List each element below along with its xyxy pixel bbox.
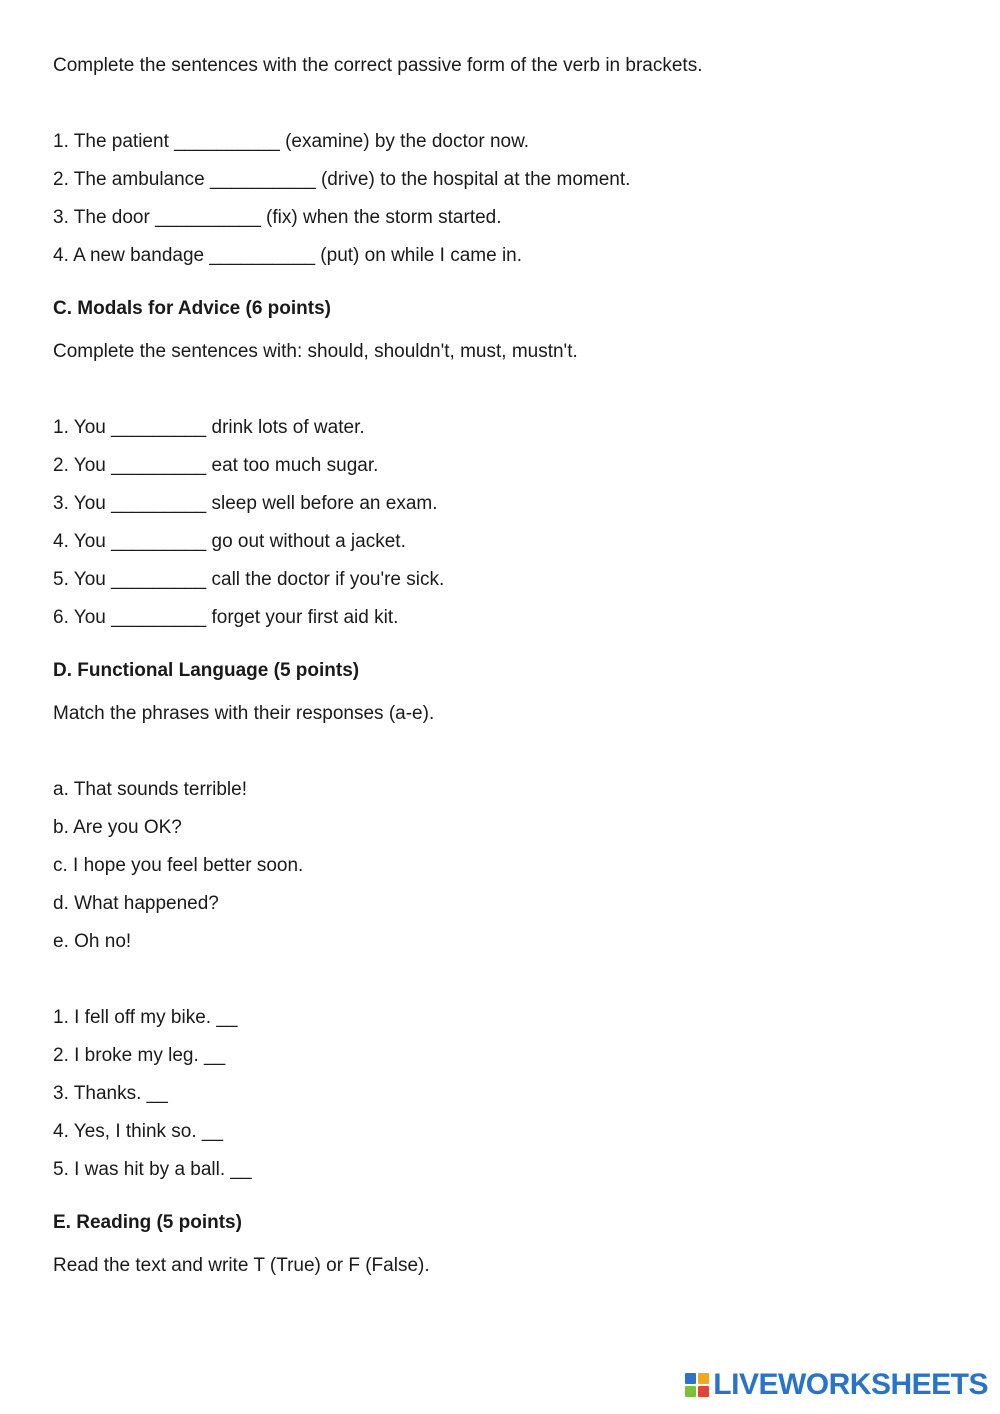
modals-heading: C. Modals for Advice (6 points) [53,298,331,319]
passive-item: 1. The patient __________ (examine) by the doctor now. [53,131,530,152]
response-option: a. That sounds terrible! [53,779,247,800]
modals-item: 4. You _________ go out without a jacket. [53,531,406,552]
functional-instruction: Match the phrases with their responses (a-e). [53,703,435,724]
passive-item: 2. The ambulance __________ (drive) to the hospital at the moment. [53,169,631,190]
response-option: e. Oh no! [53,931,132,952]
passive-instruction: Complete the sentences with the correct passive form of the verb in brackets. [53,55,703,76]
passive-item: 4. A new bandage __________ (put) on while I came in. [53,245,523,266]
phrase-item: 1. I fell off my bike. __ [53,1007,238,1028]
modals-item: 2. You _________ eat too much sugar. [53,455,379,476]
phrase-item: 5. I was hit by a ball. __ [53,1159,252,1180]
modals-item: 1. You _________ drink lots of water. [53,417,365,438]
phrase-item: 2. I broke my leg. __ [53,1045,226,1066]
modals-instruction: Complete the sentences with: should, shouldn't, must, mustn't. [53,341,578,362]
logo-mark-icon [685,1373,709,1397]
reading-instruction: Read the text and write T (True) or F (False). [53,1255,430,1276]
liveworksheets-logo [685,1368,988,1402]
functional-heading: D. Functional Language (5 points) [53,660,360,681]
logo-text: LIVEWORKSHEETS [713,1368,988,1401]
response-option: c. I hope you feel better soon. [53,855,304,876]
response-option: d. What happened? [53,893,219,914]
passive-item: 3. The door __________ (fix) when the storm started. [53,207,502,228]
phrase-item: 4. Yes, I think so. __ [53,1121,224,1142]
modals-item: 3. You _________ sleep well before an exam. [53,493,438,514]
modals-item: 6. You _________ forget your first aid kit. [53,607,399,628]
modals-item: 5. You _________ call the doctor if you're sick. [53,569,445,590]
reading-heading: E. Reading (5 points) [53,1212,242,1233]
phrase-item: 3. Thanks. __ [53,1083,168,1104]
response-option: b. Are you OK? [53,817,182,838]
